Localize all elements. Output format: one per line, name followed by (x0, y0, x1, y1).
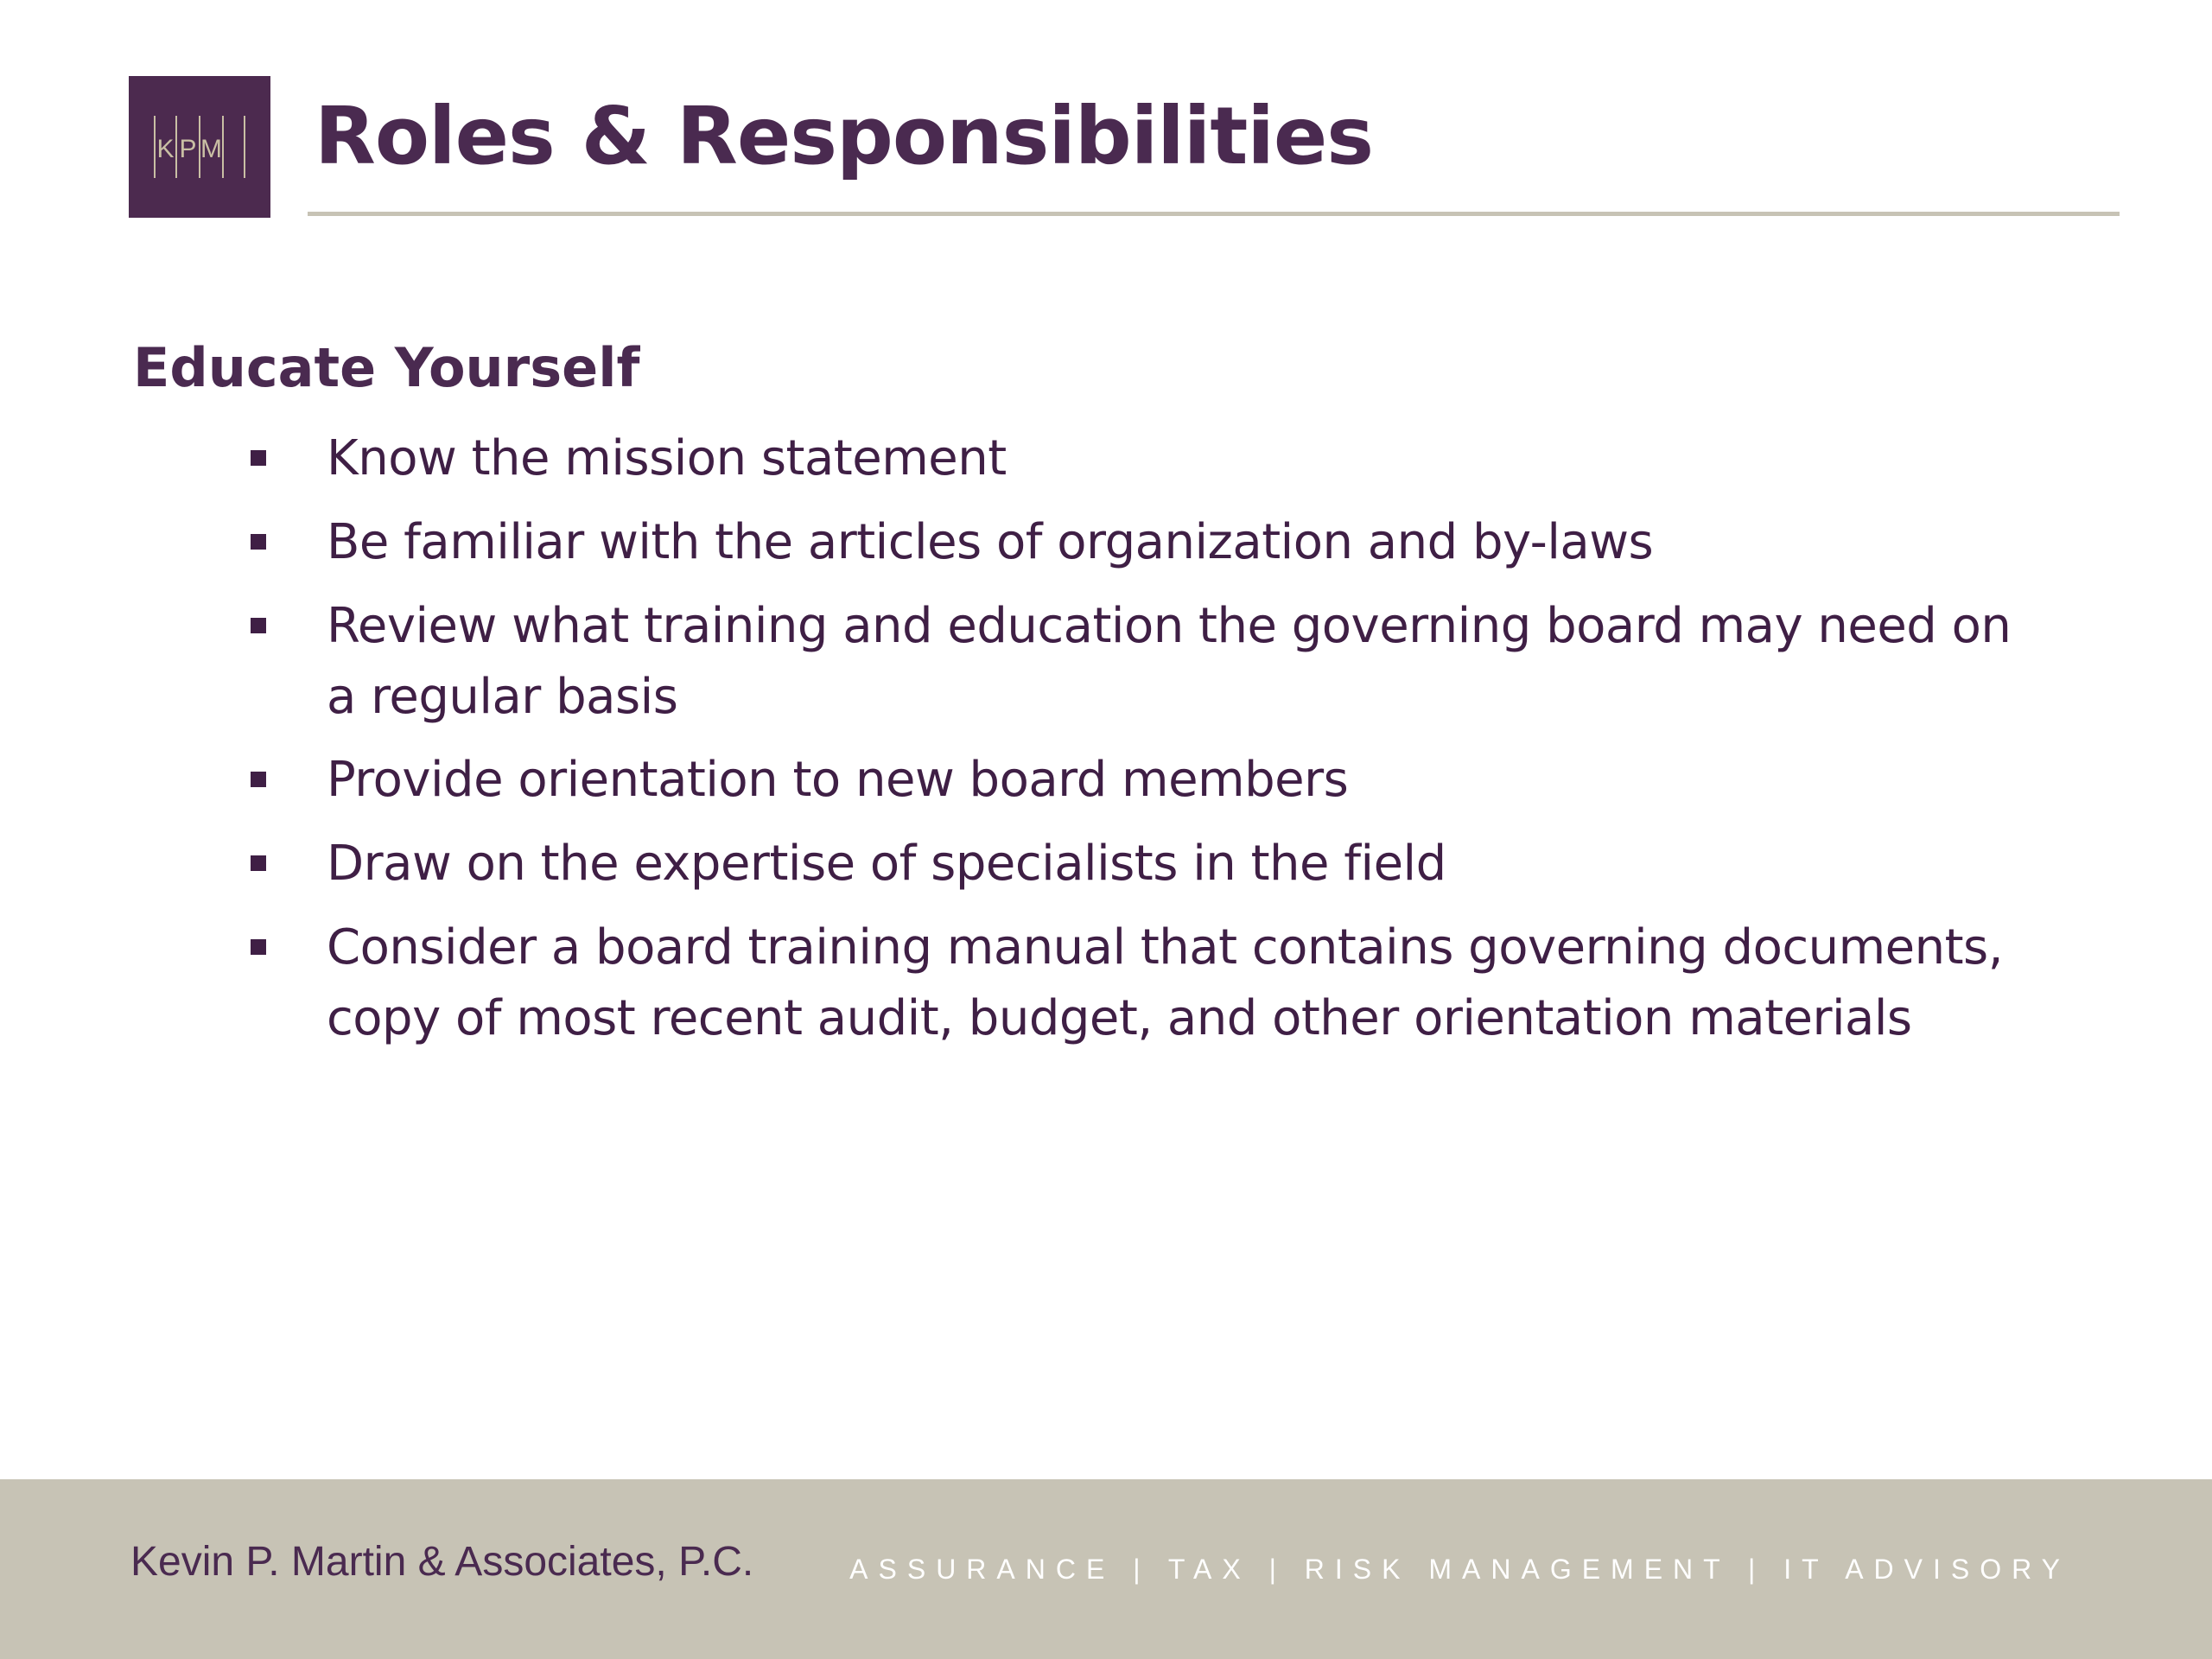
svg-text:P: P (179, 135, 197, 163)
bullet-text: Be familiar with the articles of organization and by-laws (327, 514, 1654, 570)
square-bullet-icon (251, 772, 266, 787)
kpm-logo (129, 76, 270, 218)
kpm-logo-mark (129, 76, 270, 218)
square-bullet-icon (251, 618, 266, 633)
section-heading: Educate Yourself (133, 336, 640, 399)
title-divider (308, 212, 2120, 216)
bullet-text: Know the mission statement (327, 430, 1007, 486)
slide-title: Roles & Responsibilities (315, 90, 1374, 182)
square-bullet-icon (251, 855, 266, 871)
services-tagline: ASSURANCE | TAX | RISK MANAGEMENT | IT ADVISORY (849, 1554, 2070, 1585)
svg-text:M: M (200, 135, 222, 163)
firm-name: Kevin P. Martin & Associates, P.C. (130, 1539, 754, 1585)
square-bullet-icon (251, 939, 266, 955)
bullet-text: Draw on the expertise of specialists in the field (327, 836, 1446, 892)
bullet-text: Consider a board training manual that contains governing documents, copy of most recent audit, budget, and other orientation materials (327, 919, 2004, 1046)
bullet-text: Provide orientation to new board members (327, 752, 1349, 808)
footer-bar (0, 1479, 2212, 1659)
svg-text:K: K (156, 135, 175, 163)
square-bullet-icon (251, 534, 266, 550)
square-bullet-icon (251, 450, 266, 466)
bullet-text: Review what training and education the governing board may need on a regular basis (327, 598, 2012, 725)
